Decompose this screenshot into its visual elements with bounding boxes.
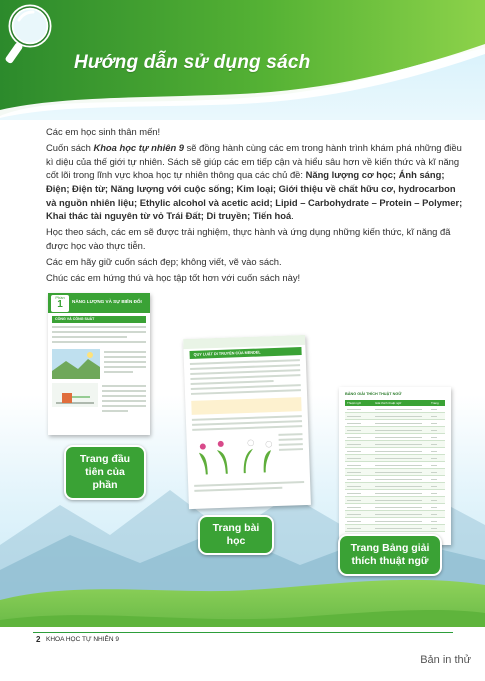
intro-paragraph-1 — [46, 141, 466, 223]
page-header — [0, 0, 485, 120]
draft-watermark: Bản in thử — [420, 654, 471, 666]
page-title: Hướng dẫn sử dụng sách — [74, 52, 311, 73]
greeting: Các em học sinh thân mến! — [46, 126, 161, 137]
glossary-row — [345, 469, 445, 476]
part-lesson-title: CÔNG VÀ CÔNG SUẤT — [52, 316, 146, 323]
glossary-row — [345, 413, 445, 420]
glossary-row — [345, 420, 445, 427]
glossary-row — [345, 483, 445, 490]
glossary-row — [345, 476, 445, 483]
part-number: 1 — [57, 299, 63, 310]
book-title: Khoa học tự nhiên 9 — [93, 142, 184, 154]
book-name: KHOA HỌC TỰ NHIÊN 9 — [46, 636, 119, 643]
thumbnail-part-page — [48, 293, 150, 435]
intro-p1-middle: sẽ đồng hành cùng các em trong hành trình khám phá những điều kì diệu của thế giới tự nhiên. Sách sẽ giúp các em tiếp cận và hiểu sâu hơn về kiến thức và kĩ năng cốt lõi trong lĩnh vực khoa học tự nhiên thông qua các chủ đề: — [46, 142, 462, 181]
intro-paragraph-4: Chúc các em hứng thú và học tập tốt hơn với cuốn sách này! — [46, 272, 301, 284]
glossary-col-page: Trang — [431, 401, 439, 405]
glossary-col-definition: Giải thích thuật ngữ — [375, 401, 402, 405]
part-label: Phần — [55, 295, 65, 300]
glossary-col-term: Thuật ngữ — [347, 401, 361, 405]
glossary-row — [345, 434, 445, 441]
glossary-row — [345, 490, 445, 497]
part-diagram-icon — [52, 383, 98, 407]
intro-text — [46, 125, 466, 288]
pea-plant-diagram-icon — [194, 432, 275, 479]
magnifier-icon — [0, 0, 58, 70]
lesson-title: QUY LUẬT DI TRUYỀN CỦA MENDEL — [189, 347, 301, 359]
label-lesson-page: Trang bài học — [198, 515, 274, 555]
intro-p1-end: . — [291, 210, 294, 222]
label-part-page: Trang đầu tiên của phần — [64, 445, 146, 500]
glossary-row — [345, 504, 445, 511]
glossary-row — [345, 518, 445, 525]
intro-paragraph-3: Các em hãy giữ cuốn sách đẹp; không viết, vẽ vào sách. — [46, 256, 282, 268]
page-number: 2 — [36, 635, 41, 644]
glossary-row — [345, 406, 445, 413]
glossary-row — [345, 511, 445, 518]
intro-p1-start: Cuốn sách — [46, 142, 94, 154]
thumbnail-glossary-page — [339, 387, 451, 545]
glossary-heading: BẢNG GIẢI THÍCH THUẬT NGỮ — [345, 392, 402, 396]
glossary-row — [345, 441, 445, 448]
intro-paragraph-2: Học theo sách, các em sẽ được trải nghiệm, thực hành và ứng dụng những kiến thức, kĩ năng đã được học vào thực tiễn. — [46, 226, 451, 251]
glossary-row — [345, 427, 445, 434]
glossary-row — [345, 462, 445, 469]
glossary-row — [345, 497, 445, 504]
part-heading: NĂNG LƯỢNG VÀ SỰ BIẾN ĐỔI — [72, 299, 142, 304]
footer-divider — [33, 632, 453, 633]
topic-list: Năng lượng cơ học; Ánh sáng; Điện; Điện từ; Năng lượng với cuộc sống; Kim loại; Giới thiệu về chất hữu cơ, hydrocarbon và nguồn nhiên liệu; Ethylic alcohol và acetic acid; Lipid – Carbohydrate – Protein – Polymer; Khai thác tài nguyên từ vỏ Trái Đất; Di truyền; Tiến hoá — [46, 169, 463, 222]
glossary-row — [345, 455, 445, 462]
glossary-row — [345, 448, 445, 455]
glossary-row — [345, 525, 445, 532]
thumbnail-lesson-page — [183, 335, 311, 509]
label-glossary-page: Trang Bảng giải thích thuật ngữ — [338, 534, 442, 576]
part-photo-icon — [52, 349, 100, 379]
